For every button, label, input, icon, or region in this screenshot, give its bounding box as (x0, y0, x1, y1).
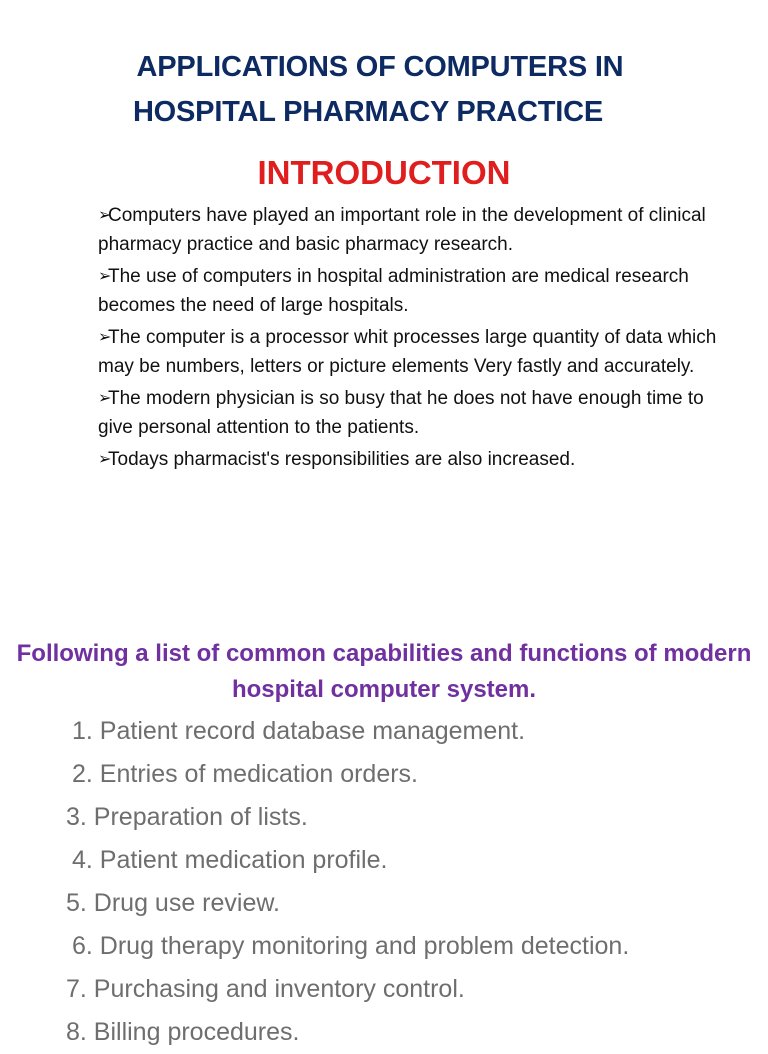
capabilities-list (0, 710, 768, 1054)
bullet-item (98, 384, 718, 442)
bullet-item (98, 201, 718, 259)
introduction-heading: INTRODUCTION (257, 154, 511, 191)
list-item: 7. Purchasing and inventory control. (66, 975, 465, 1003)
arrow-bullet-icon: ➢ (98, 329, 112, 346)
arrow-bullet-icon: ➢ (98, 451, 112, 468)
list-item: 5. Drug use review. (66, 889, 280, 917)
bullet-text: Computers have played an important role in the development of clinical pharmacy practice and basic pharmacy research. (98, 205, 706, 255)
list-item: 2. Entries of medication orders. (72, 760, 418, 788)
list-item: 6. Drug therapy monitoring and problem detection. (72, 932, 630, 960)
page-title-line-1: APPLICATIONS OF COMPUTERS IN (136, 51, 624, 83)
arrow-bullet-icon: ➢ (98, 268, 112, 285)
arrow-bullet-icon: ➢ (98, 390, 112, 407)
bullet-item (98, 445, 718, 474)
bullet-text: Todays pharmacist's responsibilities are also increased. (108, 449, 576, 470)
bullet-text: The modern physician is so busy that he does not have enough time to give personal attention to the patients. (98, 388, 704, 438)
list-item: 4. Patient medication profile. (72, 846, 388, 874)
introduction-bullet-list (98, 201, 718, 477)
bullet-item (98, 323, 718, 381)
bullet-text: The use of computers in hospital administration are medical research becomes the need of large hospitals. (98, 266, 689, 316)
list-item: 8. Billing procedures. (66, 1018, 300, 1046)
page-title-line-2: HOSPITAL PHARMACY PRACTICE (132, 96, 604, 128)
bullet-text: The computer is a processor whit processes large quantity of data which may be numbers, letters or picture elements Very fastly and accurately. (98, 327, 717, 377)
bullet-item (98, 262, 718, 320)
list-item: 1. Patient record database management. (72, 717, 526, 745)
capabilities-heading: Following a list of common capabilities and functions of modern hospital computer system. (16, 640, 752, 703)
list-item: 3. Preparation of lists. (66, 803, 308, 831)
arrow-bullet-icon: ➢ (98, 207, 112, 224)
